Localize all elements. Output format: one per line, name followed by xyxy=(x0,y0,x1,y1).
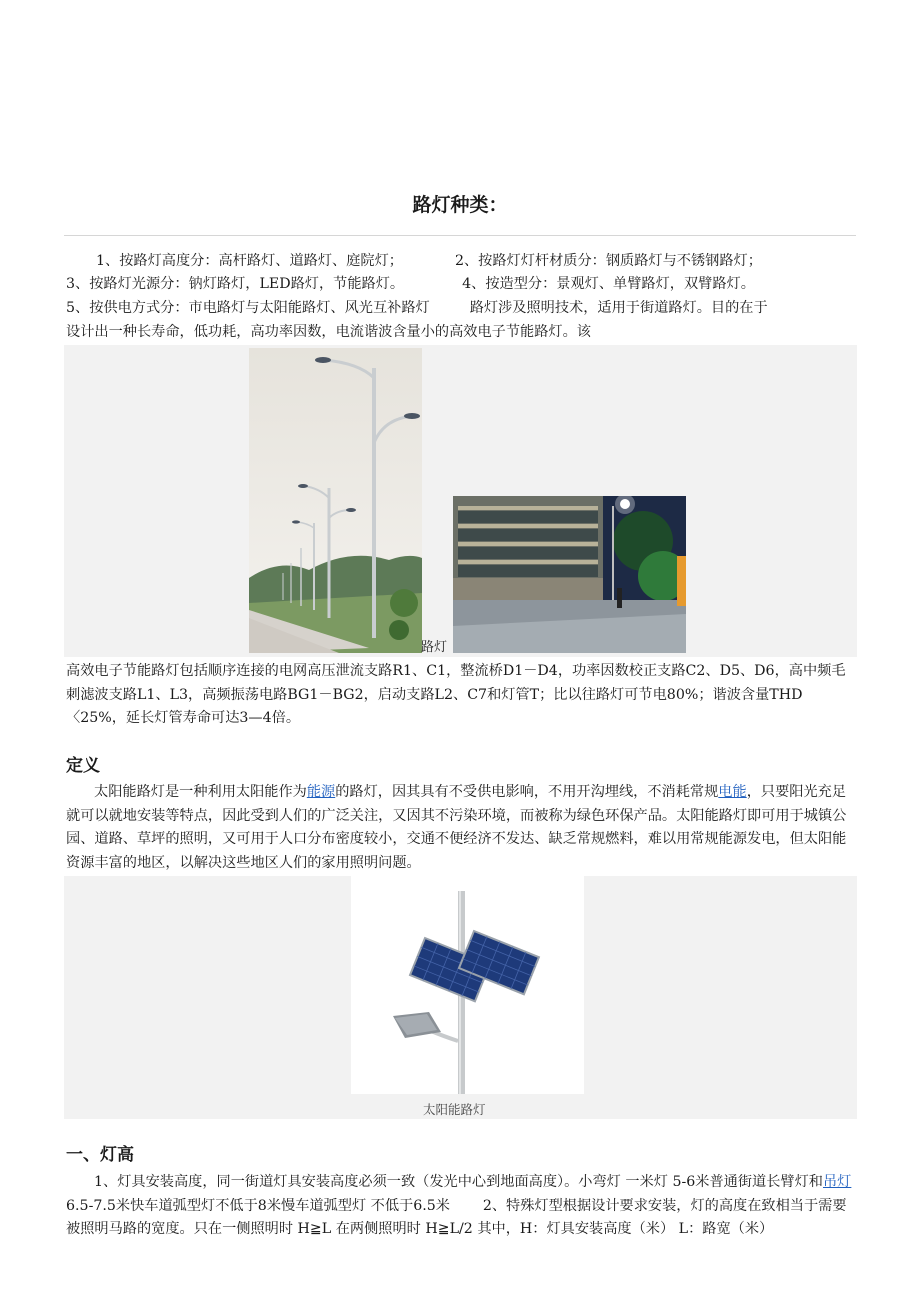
intro-line-3 xyxy=(66,297,858,321)
night-street-photo xyxy=(453,496,686,653)
page-title: 路灯种类： xyxy=(412,194,508,216)
intro-description: 路灯涉及照明技术，适用于街道路灯。目的在于 xyxy=(469,300,768,316)
intro-item-4: 4、按造型分：景观灯、单臂路灯，双臂路灯。 xyxy=(462,276,755,292)
height-paragraph: 1、灯具安装高度，同一街道灯具安装高度必须一致（发光中心到地面高度）。小弯灯 一米灯 5-6米普通街道长臂灯和吊灯 6.5-7.5米快车道弧型灯不低于8米慢车道弧型灯 不低于6.5米 2、特殊灯型根据设计要求安装，灯的高度在致相当于需要被照明马路的宽度。只在一侧照明时 H≧L 在两侧照明时 H≧L/2 其中，H：灯具安装高度（米） L：路宽（米） xyxy=(66,1174,852,1237)
divider xyxy=(64,235,856,236)
intro-item-5: 5、按供电方式分：市电路灯与太阳能路灯、风光互补路灯 xyxy=(66,300,430,316)
section-heading-height: 一、灯高 xyxy=(66,1145,134,1165)
intro-item-1: 1、按路灯高度分：高杆路灯、道路灯、庭院灯； xyxy=(96,253,403,269)
section-heading-definition: 定义 xyxy=(66,756,100,776)
intro-item-2: 2、按路灯灯杆材质分：钢质路灯与不锈钢路灯； xyxy=(454,253,762,269)
link-electricity[interactable]: 电能 xyxy=(718,784,747,800)
definition-paragraph: 太阳能路灯是一种利用太阳能作为能源的路灯，因其具有不受供电影响，不用开沟埋线，不消耗常规电能，只要阳光充足就可以就地安装等特点，因此受到人们的广泛关注，又因其不污染环境，而被称为绿色环保产品。太阳能路灯即可用于城镇公园、道路、草坪的照明，又可用于人口分布密度较小，交通不便经济不发达、缺乏常规燃料，难以用常规能源发电，但太阳能资源丰富的地区，以解决这些地区人们的家用照明问题。 xyxy=(66,784,847,871)
link-energy[interactable]: 能源 xyxy=(306,784,336,800)
solar-lamp-image xyxy=(351,876,584,1094)
figure-caption: 路灯 xyxy=(421,640,448,655)
figure-solar-lamp xyxy=(64,876,857,1119)
street-lamp-photo xyxy=(249,348,422,653)
intro-line-4: 设计出一种长寿命，低功耗，高功率因数，电流谐波含量小的高效电子节能路灯。该 xyxy=(66,324,591,340)
figure-street-lamps xyxy=(64,345,857,657)
figure-caption-solar: 太阳能路灯 xyxy=(423,1102,486,1117)
link-pendant-lamp[interactable]: 吊灯 xyxy=(822,1174,852,1190)
intro-line-2 xyxy=(66,273,858,297)
efficiency-paragraph: 高效电子节能路灯包括顺序连接的电网高压泄流支路R1、C1，整流桥D1－D4，功率因数校正支路C2、D5、D6，高中频毛刺滤波支路L1、L3，高频振荡电路BG1－BG2，启动支路L2、C7和灯管T；比以往路灯可节电80%；谐波含量THD〈25%，延长灯管寿命可达3—4倍。 xyxy=(66,663,846,726)
intro-line-1 xyxy=(66,250,858,274)
intro-item-3: 3、按路灯光源分：钠灯路灯，LED路灯，节能路灯。 xyxy=(66,276,405,292)
